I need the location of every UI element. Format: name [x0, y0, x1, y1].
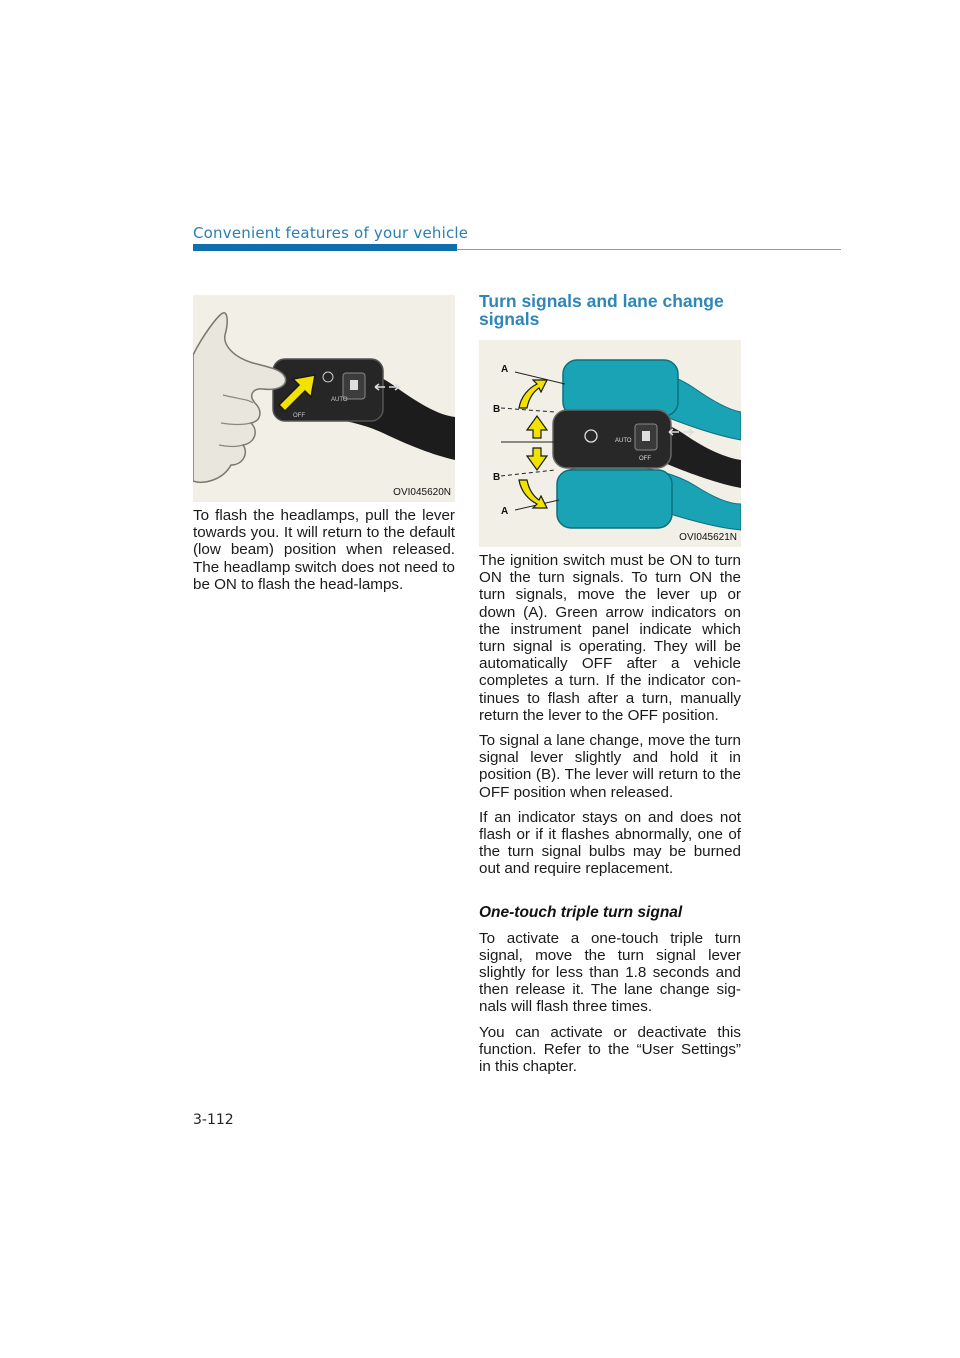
svg-text:OFF: OFF — [293, 413, 305, 419]
header-rule-thick — [193, 244, 457, 251]
headlamp-flash-illustration — [193, 295, 455, 502]
figure-code: OVI045621N — [679, 532, 737, 543]
turn-signal-illustration — [479, 340, 741, 547]
lever-off-text: OFF — [639, 456, 651, 462]
left-column — [193, 507, 455, 601]
section-heading: Turn signals and lane change signals — [479, 291, 724, 329]
label-a-top: A — [501, 364, 509, 375]
turn-signal-paragraph-2: To signal a lane change, move the turn signal lever slightly and hold it in position (B). The lever will return to the OFF position when released. — [479, 732, 741, 801]
label-b-top: B — [493, 404, 501, 415]
hand-lever-drawing — [193, 295, 455, 502]
header-title: Convenient features of your vehicle — [193, 224, 469, 242]
figure-code: OVI045620N — [393, 487, 451, 498]
svg-text:AUTO: AUTO — [331, 397, 348, 403]
headlamp-flash-paragraph: To flash the headlamps, pull the lever towards you. It will return to the default (low beam) position when released. The headlamp switch does not need to be ON to flash the head-lamps. — [193, 507, 455, 593]
one-touch-paragraph-1: To activate a one-touch triple turn signal, move the turn signal lever slightly for less than 1.8 seconds and then release it. The lane change sig-nals will flash three times. — [479, 929, 741, 1016]
label-a-bottom: A — [501, 506, 509, 517]
one-touch-subheading: One-touch triple turn signal — [479, 903, 683, 921]
header-rule-thin — [457, 249, 841, 250]
one-touch-paragraph-2: You can activate or deactivate this function. Refer to the “User Settings” in this chapter. — [479, 1023, 741, 1076]
label-b-bottom: B — [493, 472, 501, 483]
turn-signal-paragraph-1: The ignition switch must be ON to turn ON the turn signals. To turn ON the turn signals, move the lever up or down (A). Green arrow indicators on the instrument panel indicate which turn signal is operating. They will be automatically OFF after a vehicle completes a turn. If the indicator con-tinues to flash after a turn, manually return the lever to the OFF position. — [479, 552, 741, 724]
turn-signal-paragraph-3: If an indicator stays on and does not flash or if it flashes abnormally, one of the turn signal bulbs may be burned out and require replacement. — [479, 808, 741, 878]
right-column — [479, 552, 741, 1083]
turn-signal-lever-drawing — [479, 340, 741, 547]
page-number: 3-112 — [193, 1112, 234, 1128]
lever-auto-text: AUTO — [615, 438, 632, 444]
